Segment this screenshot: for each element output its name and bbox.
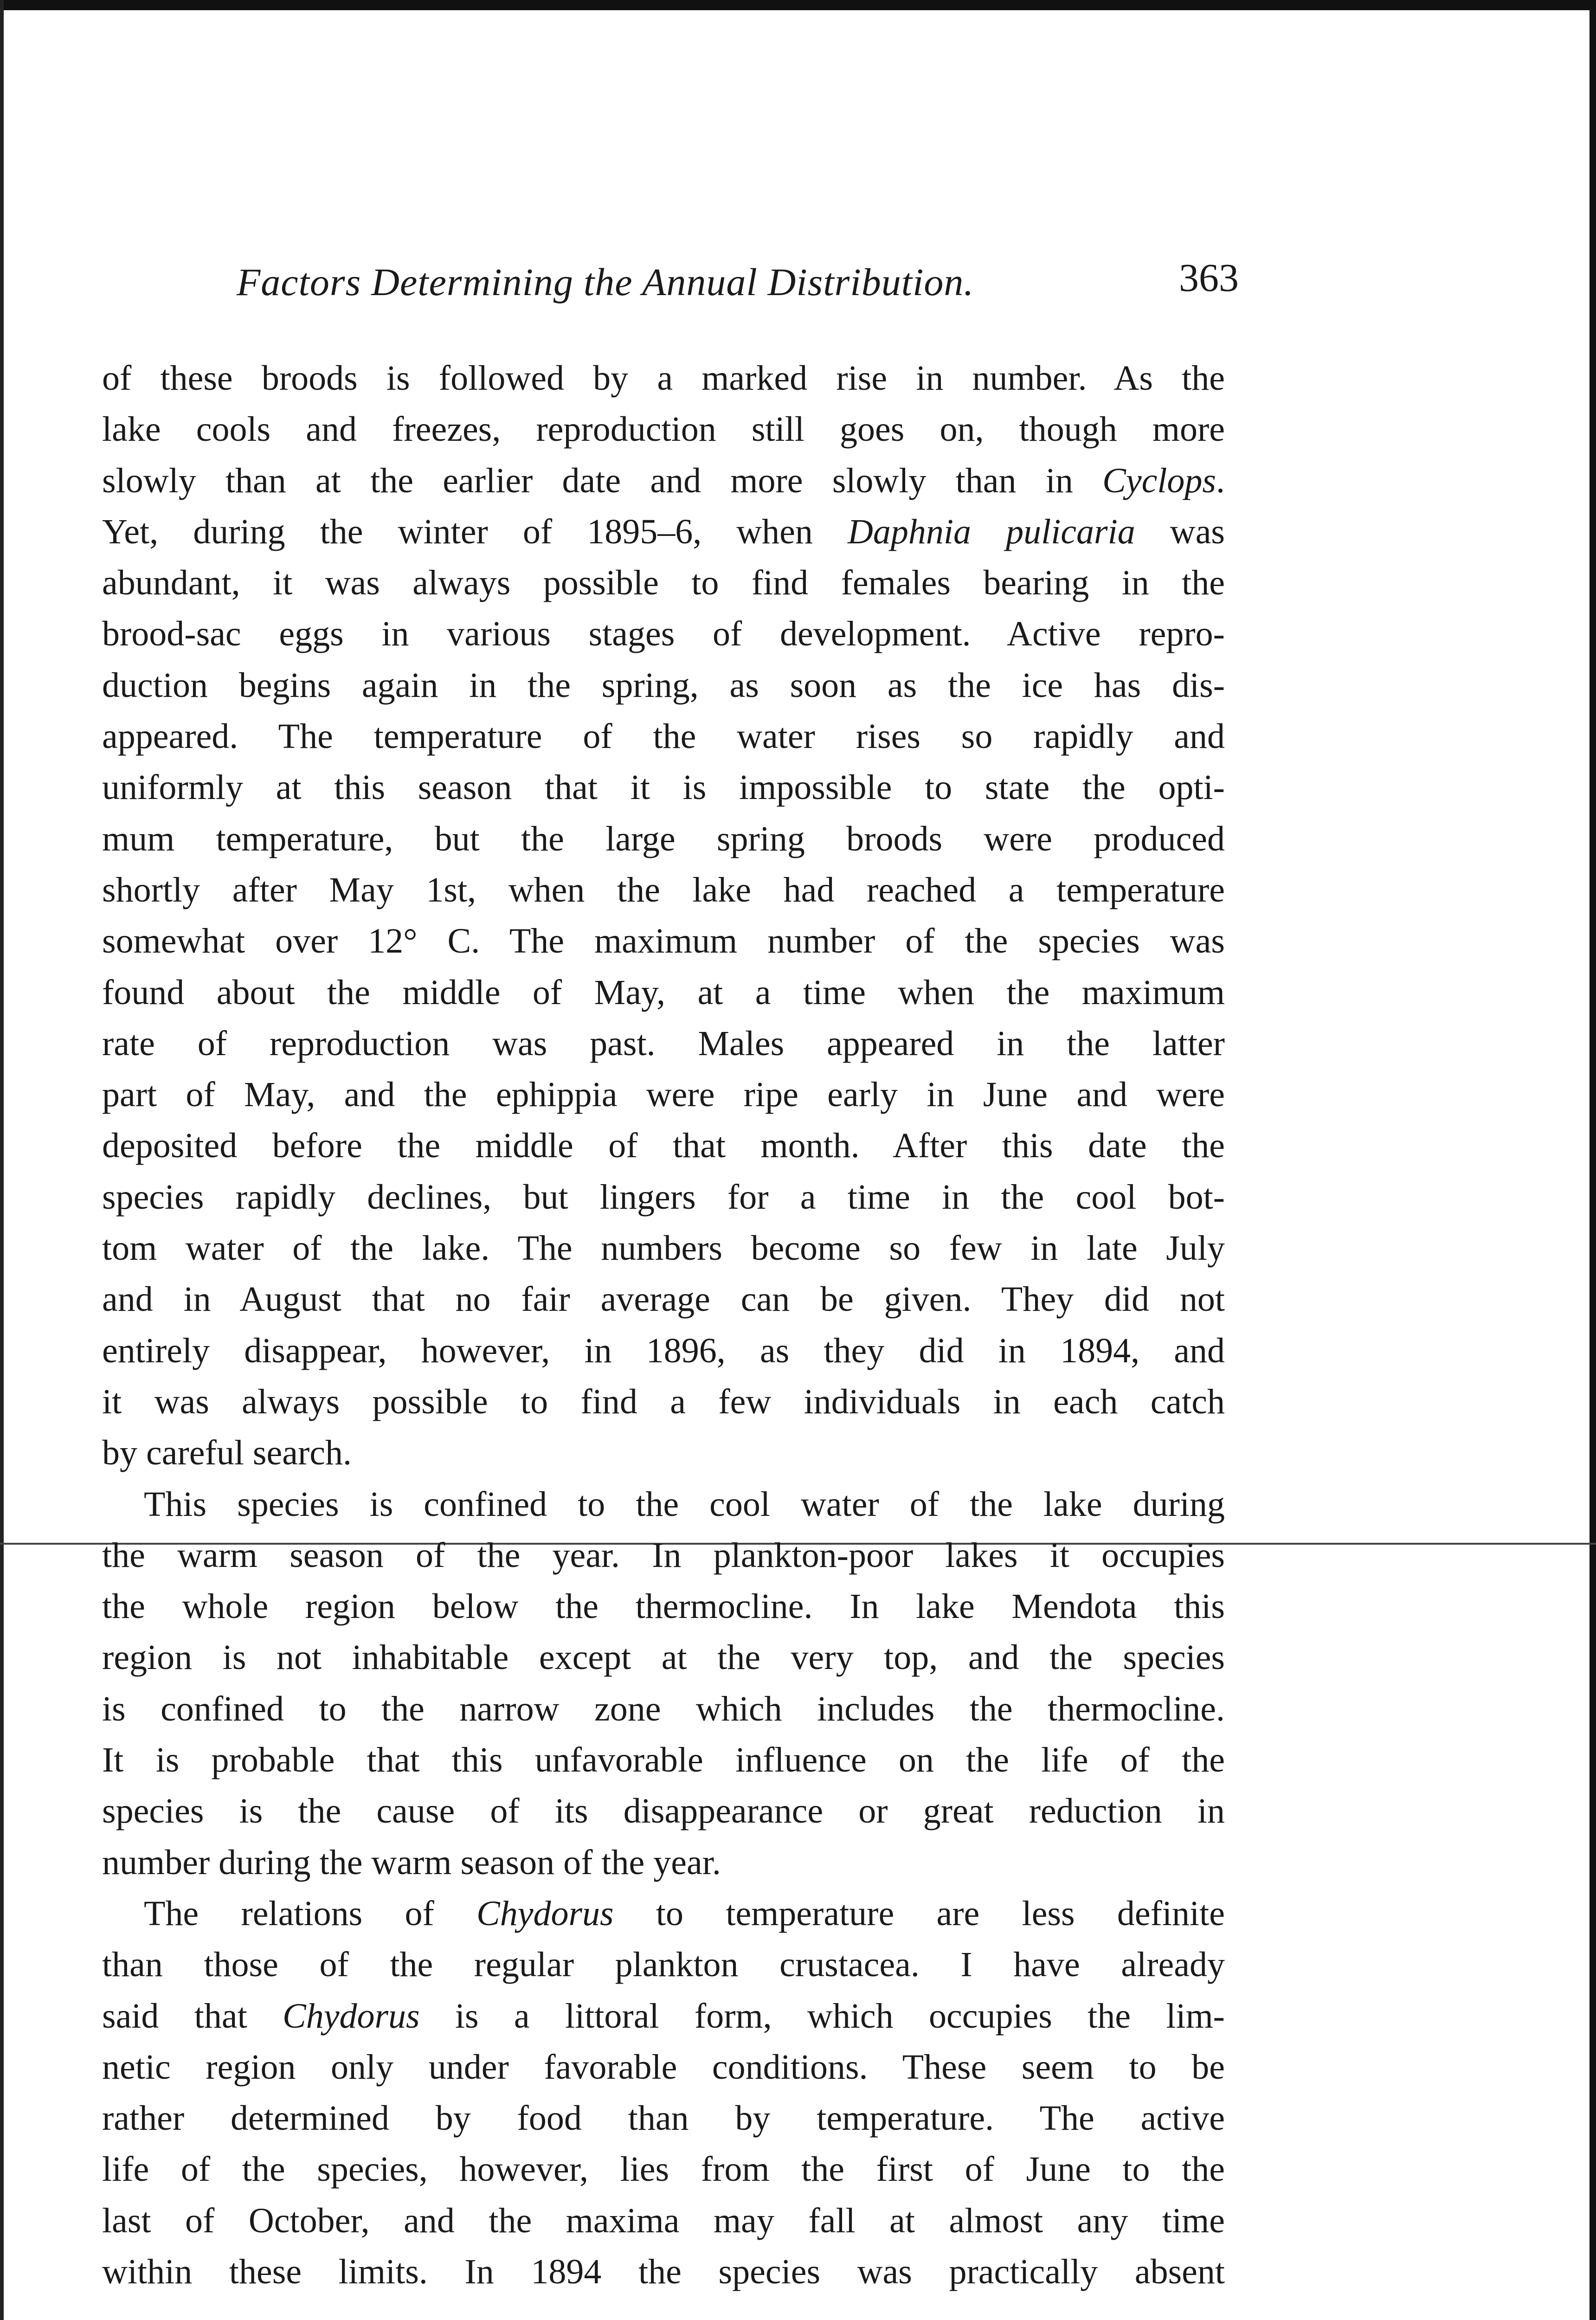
text-line: rate of reproduction was past. Males appeared in the latter: [102, 1024, 1225, 1063]
text-line: rather determined by food than by temperature. The active: [102, 2099, 1225, 2138]
text-line: lake cools and freezes, reproduction still goes on, though more: [102, 410, 1225, 449]
text-line: entirely disappear, however, in 1896, as they did in 1894, and: [102, 1331, 1225, 1370]
text-line: by careful search.: [102, 1433, 352, 1473]
italic-term: Cyclops: [1102, 461, 1216, 500]
text-line: it was always possible to find a few individuals in each catch: [102, 1382, 1225, 1421]
text-line: life of the species, however, lies from the first of June to the: [102, 2150, 1225, 2189]
text-line: than those of the regular plankton crustacea. I have already: [102, 1945, 1225, 1985]
text-line: shortly after May 1st, when the lake had reached a temperature: [102, 870, 1225, 909]
text-line: mum temperature, but the large spring broods were produced: [102, 819, 1225, 858]
text-line: found about the middle of May, at a time when the maximum: [102, 973, 1225, 1012]
text-line: It is probable that this unfavorable influence on the life of the: [102, 1740, 1225, 1780]
text-line: netic region only under favorable conditions. These seem to be: [102, 2047, 1225, 2087]
text-line: duction begins again in the spring, as soon as the ice has dis-: [102, 665, 1225, 705]
text-line: slowly than at the earlier date and more slowly than in Cyclops.: [102, 461, 1225, 500]
text-line: of these broods is followed by a marked rise in number. As the: [102, 359, 1225, 398]
body-text: [102, 353, 1225, 2297]
text-line: brood-sac eggs in various stages of development. Active repro-: [102, 614, 1225, 654]
text-line: This species is confined to the cool water of the lake during: [144, 1484, 1225, 1524]
text-line: the whole region below the thermocline. In lake Mendota this: [102, 1587, 1225, 1626]
scan-border-top: [0, 0, 1596, 10]
text-line: species rapidly declines, but lingers for a time in the cool bot-: [102, 1177, 1225, 1217]
text-line: last of October, and the maxima may fall at almost any time: [102, 2201, 1225, 2240]
text-line: within these limits. In 1894 the species was practically absent: [102, 2252, 1225, 2291]
running-title: Factors Determining the Annual Distribution.: [237, 261, 974, 304]
text-line: species is the cause of its disappearance or great reduction in: [102, 1792, 1225, 1831]
text-line: region is not inhabitable except at the very top, and the species: [102, 1638, 1225, 1677]
text-line: is confined to the narrow zone which includes the thermocline.: [102, 1689, 1225, 1728]
page-header: [237, 255, 1239, 316]
scan-border-left: [0, 0, 4, 2320]
text-line: number during the warm season of the year.: [102, 1843, 721, 1882]
text-line: Yet, during the winter of 1895–6, when Daphnia pulicaria was: [102, 512, 1225, 551]
text-line: said that Chydorus is a littoral form, which occupies the lim-: [102, 1996, 1225, 2036]
text-line: appeared. The temperature of the water rises so rapidly and: [102, 717, 1225, 756]
page-number: 363: [1179, 255, 1239, 300]
text-line: The relations of Chydorus to temperature are less definite: [144, 1894, 1225, 1933]
text-line: and in August that no fair average can be given. They did not: [102, 1280, 1225, 1319]
text-line: deposited before the middle of that month. After this date the: [102, 1126, 1225, 1166]
italic-term: Daphnia pulicaria: [848, 512, 1135, 551]
italic-term: Chydorus: [283, 1996, 420, 2036]
text-line: somewhat over 12° C. The maximum number of the species was: [102, 922, 1225, 961]
text-line: abundant, it was always possible to find females bearing in the: [102, 563, 1225, 603]
text-line: the warm season of the year. In plankton-poor lakes it occupies: [102, 1535, 1225, 1575]
scan-border-right: [1590, 0, 1596, 2320]
text-line: uniformly at this season that it is impossible to state the opti-: [102, 768, 1225, 807]
italic-term: Chydorus: [476, 1894, 614, 1933]
text-line: tom water of the lake. The numbers become so few in late July: [102, 1229, 1225, 1268]
text-line: part of May, and the ephippia were ripe early in June and were: [102, 1075, 1225, 1115]
